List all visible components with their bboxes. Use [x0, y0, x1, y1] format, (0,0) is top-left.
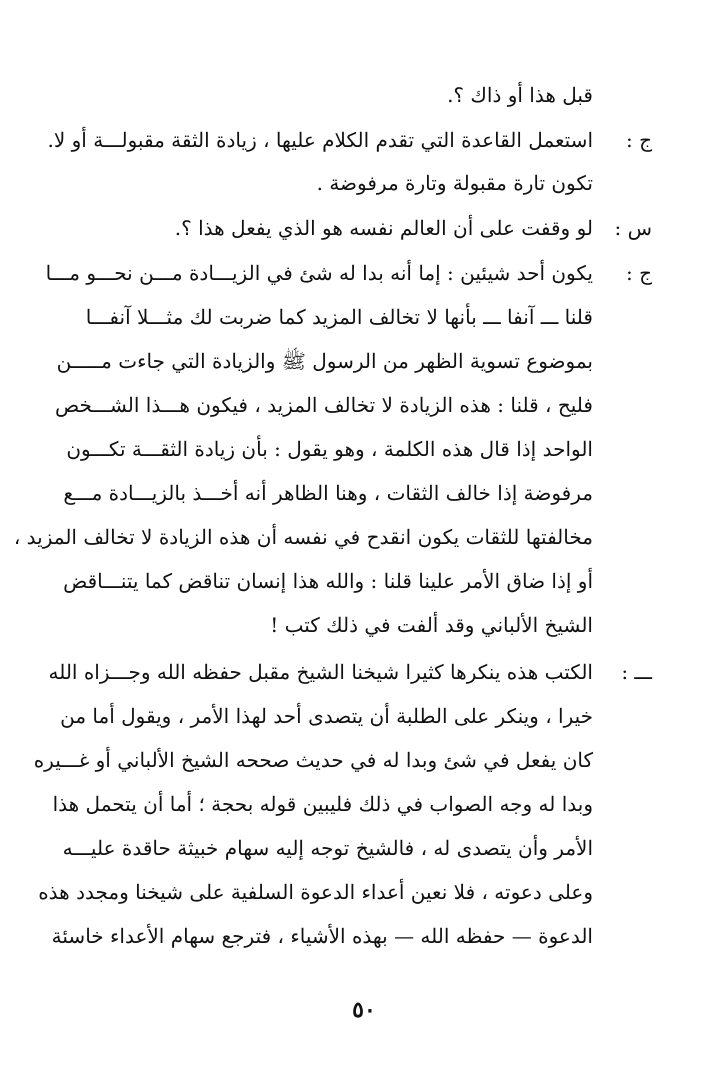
- text-line: الكتب هذه ينكرها كثيرا شيخنا الشيخ مقبل حفظه الله وجـــزاه الله: [48, 660, 593, 684]
- text-line: فليح ، قلنا : هذه الزيادة لا تخالف المزيد ، فيكون هـــذا الشـــخص: [54, 393, 593, 417]
- text-line: مرفوضة إذا خالف الثقات ، وهنا الظاهر أنه أخـــذ بالزيـــادة مـــع: [63, 481, 593, 505]
- text-line: الدعوة — حفظه الله — بهذه الأشياء ، فترجع سهام الأعداء خاسئة: [51, 924, 593, 948]
- text-line: وبدا له وجه الصواب في ذلك فليبين قوله بحجة ؛ أما أن يتحمل هذا: [52, 792, 593, 816]
- answer-label: ج :: [625, 261, 652, 285]
- page-number: ٥٠: [352, 997, 376, 1023]
- text-line: تكون تارة مقبولة وتارة مرفوضة .: [316, 171, 593, 195]
- text-line: خيرا ، وينكر على الطلبة أن يتصدى أحد لهذا الأمر ، ويقول أما من: [60, 704, 593, 728]
- question-label: س :: [614, 216, 652, 240]
- text-line: استعمل القاعدة التي تقدم الكلام عليها ، زيادة الثقة مقبولـــة أو لا.: [47, 128, 593, 152]
- text-line: الأمر وأن يتصدى له ، فالشيخ توجه إليه سهام خبيثة حاقدة عليـــه: [62, 836, 593, 860]
- text-line: بموضوع تسوية الظهر من الرسول ﷺ والزيادة التي جاءت مـــــن: [56, 349, 593, 373]
- text-line: مخالفتها للثقات يكون انقدح في نفسه أن هذه الزيادة لا تخالف المزيد ،: [13, 525, 593, 549]
- speaker-label: ـــ :: [621, 660, 652, 684]
- text-line: يكون أحد شيئين : إما أنه بدا له شئ في الزيـــادة مـــن نحـــو مـــا: [45, 261, 593, 285]
- text-line: الواحد إذا قال هذه الكلمة ، وهو يقول : بأن زيادة الثقـــة تكـــون: [66, 437, 593, 461]
- text-line: قبل هذا أو ذاك ؟.: [447, 83, 593, 107]
- text-line: قلنا ـــ آنفا ـــ بأنها لا تخالف المزيد كما ضربت لك مثـــلا آنفـــا: [85, 305, 593, 329]
- text-line: الشيخ الألباني وقد ألفت في ذلك كتب !: [270, 613, 593, 637]
- text-line: لو وقفت على أن العالم نفسه هو الذي يفعل هذا ؟.: [174, 216, 593, 240]
- answer-label: ج :: [625, 128, 652, 152]
- text-line: كان يفعل في شئ وبدا له في حديث صححه الشيخ الألباني أو غـــيره: [33, 748, 593, 772]
- text-line: أو إذا ضاق الأمر علينا قلنا : والله هذا إنسان تناقض كما يتنـــاقض: [63, 569, 593, 593]
- text-line: وعلى دعوته ، فلا نعين أعداء الدعوة السلفية على شيخنا ومجدد هذه: [38, 880, 593, 904]
